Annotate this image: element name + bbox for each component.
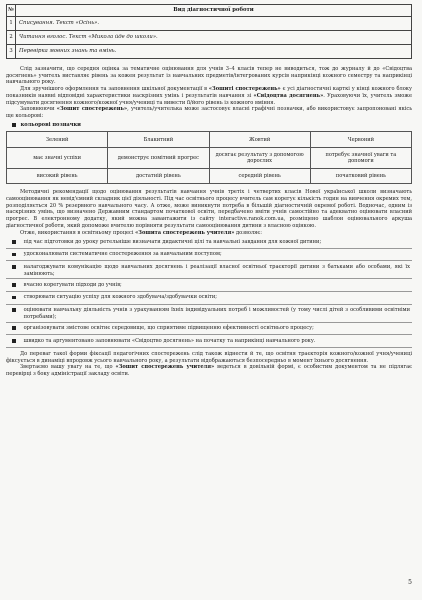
- square-bullet-icon: [12, 339, 16, 343]
- row-number: 3: [7, 45, 16, 59]
- row-number: 2: [7, 31, 16, 45]
- row-text: Читання вголос. Текст «Микола йде до школи».: [16, 31, 412, 45]
- square-bullet-icon: [12, 240, 16, 244]
- list-item: швидко та аргументовано заповнювати «Свідоцтво досягнень» на початку та наприкінці навчального року.: [6, 335, 412, 348]
- table-row: [7, 45, 412, 59]
- p3-text-c: , учитель/учителька може застосовує власні графічні позначки, або використовує запропоновані якісь ще кольорові:: [6, 106, 413, 119]
- square-bullet-icon: [12, 265, 16, 269]
- color-legend-table: [6, 131, 412, 184]
- color-header-red: Червоний: [310, 132, 411, 148]
- benefits-list: [6, 236, 412, 348]
- p7-text-a: Звертаємо вашу увагу на те, що: [20, 364, 116, 371]
- color-desc-yellow: досягає результату з допомогою дорослих: [209, 148, 310, 169]
- color-header-yellow: Жовтий: [209, 132, 310, 148]
- list-item: удосконалювати систематичне спостереження за навчальним поступом;: [6, 249, 412, 262]
- color-desc-red: потребує значної уваги та допомоги: [310, 148, 411, 169]
- paragraph-1: Слід зазначити, що середня оцінка за тематичне оцінювання для учнів 3–4 класів тепер не виводиться, тож до журналу й до «Свідоцтва досягнень» учитель виставляє рівень за кожен результат із навчальних предметів/інтегрованих курсів наприкінці кожного семестру та наприкінці навчального року.: [6, 66, 412, 86]
- table-corner-cell: №: [7, 5, 16, 17]
- color-header-green: Зелений: [7, 132, 108, 148]
- list-item: вчасно корегувати підходи до учнів;: [6, 279, 412, 292]
- p5-text-c: дозволяє:: [234, 229, 262, 236]
- diagnostic-work-table: [6, 4, 412, 59]
- table-row: [7, 31, 412, 45]
- color-desc-green: має значні успіхи: [7, 148, 108, 169]
- square-bullet-icon: [12, 253, 16, 257]
- square-bullet-icon: [12, 296, 16, 300]
- paragraph-7: [6, 364, 412, 377]
- p5-bold-notebook: «Зошита спостережень учителя»: [135, 229, 235, 236]
- table-header: Вид діагностичної роботи: [16, 5, 412, 17]
- paragraph-3: [6, 106, 412, 119]
- paragraph-2: [6, 86, 412, 106]
- p5-text-a: Отже, використання в освітньому процесі: [20, 229, 136, 236]
- color-level-red: початковий рівень: [310, 169, 411, 184]
- list-item: оцінювати навчальну діяльність учнів з урахуванням їхніх індивідуальних потреб і можливостей (у тому числі дітей з особливими освітніми потребами);: [6, 305, 412, 323]
- list-item: створювати ситуацію успіху для кожного здобувача/здобувачки освіти;: [6, 292, 412, 305]
- p2-bold-certificate: «Свідоцтва досягнень»: [253, 92, 324, 99]
- p7-bold-notebook: «Зошит спостережень учителя»: [115, 364, 215, 371]
- color-header-blue: Блакитний: [108, 132, 209, 148]
- document-page: [6, 4, 412, 378]
- square-bullet-icon: [12, 283, 16, 287]
- color-level-blue: достатній рівень: [108, 169, 209, 184]
- list-item: під час підготовки до уроку ретельніше визначати дидактичні цілі та навчальні завдання для кожної дитини;: [6, 236, 412, 249]
- color-marks-bullet: [12, 122, 412, 129]
- row-text: Перевірка мовних знань та вмінь.: [16, 45, 412, 59]
- square-bullet-icon: [12, 123, 16, 127]
- p2-bold-notebook: «Зошиті спостережень»: [208, 86, 281, 93]
- p2-text-a: Для зручнішого оформлення та заповнення шкільної документації в: [20, 86, 209, 93]
- paragraph-6: До переваг такої форми фіксації педагогічних спостережень слід також віднести й те, що освітня траєкторія кожного/кожної учня/учениці фіксується в динаміці впродовж усього навчального року, а результати відображаються безпосередньо в момент їхнього досягнення.: [6, 350, 412, 364]
- color-level-yellow: середній рівень: [209, 169, 310, 184]
- page-number: 5: [408, 579, 412, 586]
- color-level-green: високий рівень: [7, 169, 108, 184]
- p3-text-a: Заповнюючи: [20, 106, 57, 113]
- p2-text-e: . Ураховуючи їх, учитель зможе підсумувати досягнення кожного/кожної учня/ученицi та вивести її/його рівень із кожного вміння.: [6, 92, 413, 106]
- square-bullet-icon: [12, 326, 16, 330]
- row-text: Списування. Текст «Осінь».: [16, 17, 412, 31]
- list-item: налагоджувати комунікацію щодо навчальних досягнень і реалізації власної освітньої траєкторії дитини з батьками або особами, які їх замінюють;: [6, 261, 412, 279]
- row-number: 1: [7, 17, 16, 31]
- list-item: організовувати змістове освітнє середовище, що сприятиме підвищенню ефективності освітнього процесу;: [6, 323, 412, 336]
- paragraph-4: Методичні рекомендації щодо оцінювання результатів навчання учнів третіх і четвертих класів Нової української школи визначають самооцінювання як невід'ємний складник цієї діяльності. Під час освітнього процесу вчитель сам корегує кількість годин на вивчення окремих тем, розподіляється 20 % резервного навчального часу. А отже, може виникнути потреба в більшій діагностичній окремої роботі. Водночас, одним із наскрізних умінь, що визначено Державним стандартом початкової освіти, передбачено вміти учнів самостійно та адекватно оцінювати власний прогрес. В електронному додатку, який можна завантажити із сайту interactive.ranok.com.ua, розміщено шаблон оцінювального аркуша діагностичної роботи, який допоможе вчителю порівняти результати самооцінювання дитини з власною оцінкою.: [6, 189, 412, 229]
- paragraph-5: [6, 230, 412, 237]
- color-desc-blue: демонструє помітний прогрес: [108, 148, 209, 169]
- square-bullet-icon: [12, 308, 16, 312]
- p2-text-c: є усі діагностичні карткі у кінці кожного блоку показників наявні відповідні характеристики наскрізних умінь і результатів навчання зі: [6, 86, 412, 99]
- table-row: [7, 17, 412, 31]
- p3-bold-notebook: «Зошит спостережень»: [56, 106, 128, 113]
- p7-text-c: ведеться в довільній формі, є особистим документом та не підлягає перевірці з боку адміністрації закладу освіти.: [6, 364, 413, 377]
- color-marks-label: кольорові позначки: [20, 121, 81, 128]
